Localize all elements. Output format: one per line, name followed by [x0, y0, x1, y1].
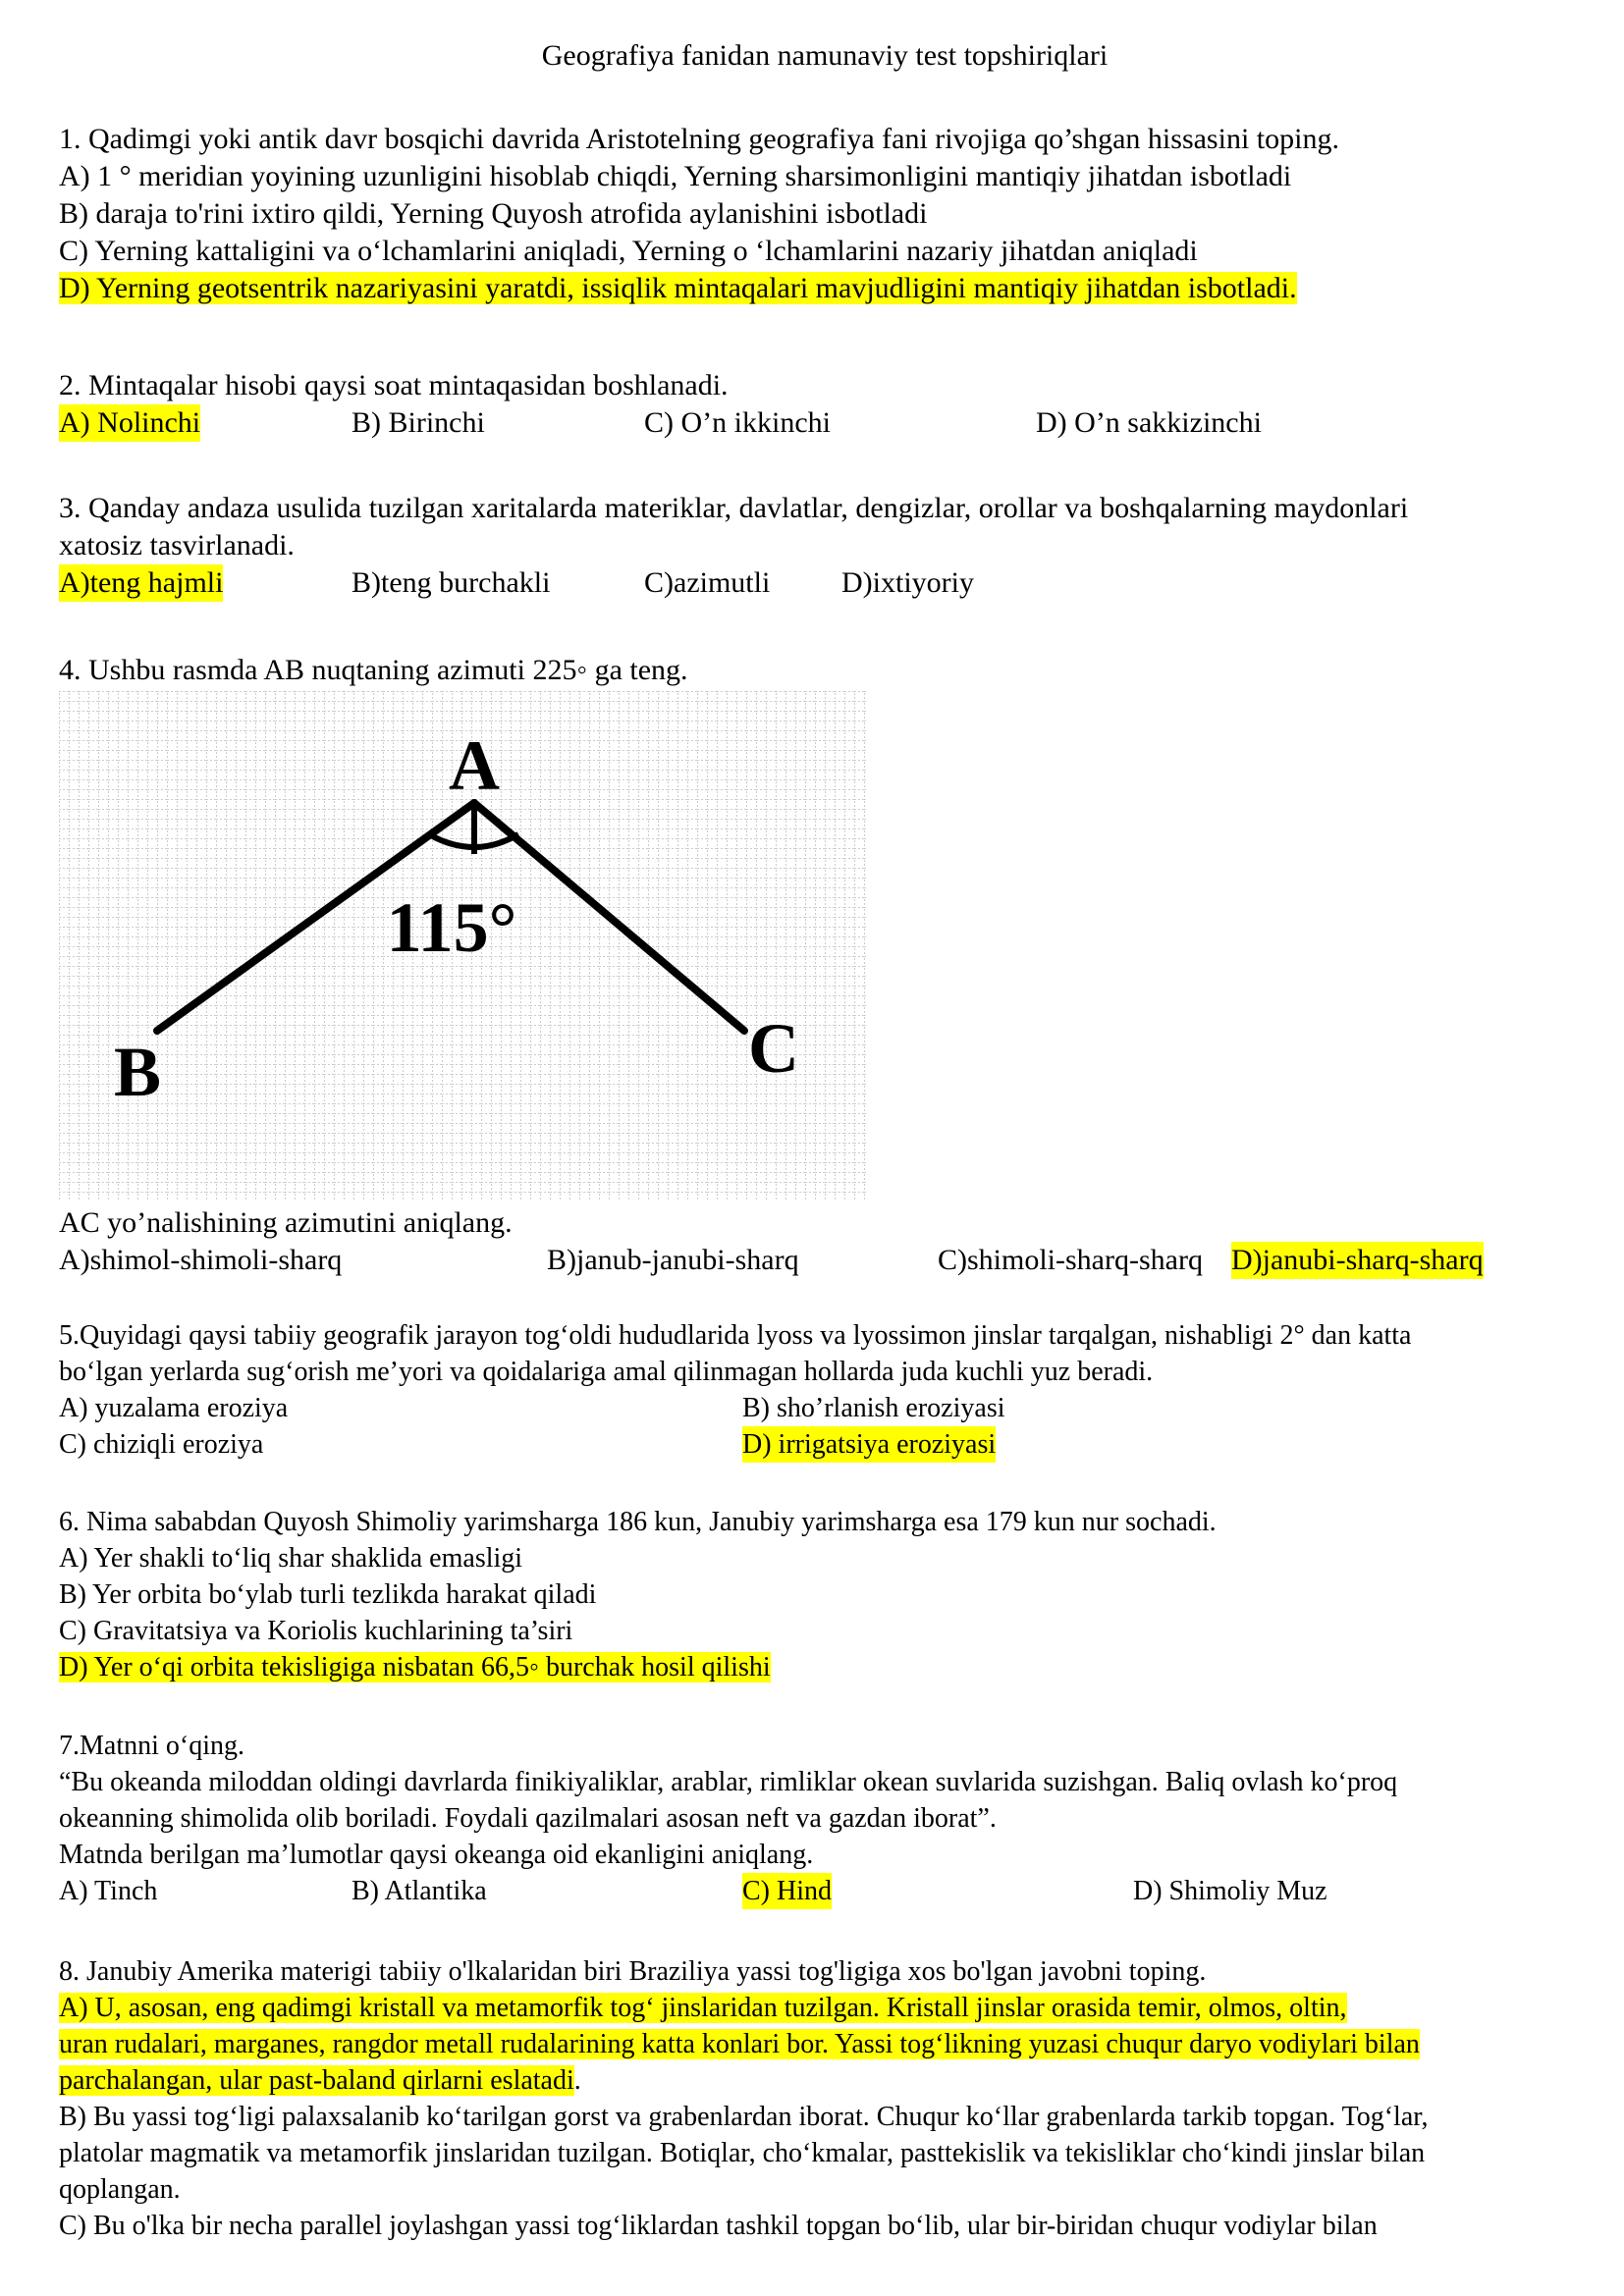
label-b: B — [113, 1033, 162, 1111]
question-4-answers — [59, 1204, 1591, 1279]
question-8 — [59, 1953, 1591, 2244]
question-6-text: 6. Nima sababdan Quyosh Shimoliy yarimsharga 186 kun, Janubiy yarimsharga esa 179 kun nur sochadi. — [59, 1507, 1217, 1537]
question-2 — [59, 367, 1591, 442]
question-7-prompt: Matnda berilgan ma’lumotlar qaysi okeanga oid ekanligini aniqlang. — [59, 1840, 814, 1870]
q1-option-c: C) Yerning kattaligini va o‘lchamlarini aniqladi, Yerning o ‘lchamlarini nazariy jihatdan aniqladi — [59, 235, 1198, 267]
question-7-quote-line1: “Bu okeanda miloddan oldingi davrlarda finikiyaliklar, arablar, rimliklar okean suvlarida suzishgan. Baliq ovlash ko‘proq — [59, 1767, 1398, 1797]
question-7 — [59, 1728, 1591, 1909]
question-2-text: 2. Mintaqalar hisobi qaysi soat mintaqasidan boshlanadi. — [59, 369, 729, 401]
q7-option-c-correct: C) Hind — [742, 1873, 832, 1909]
q8-option-b-line1: B) Bu yassi tog‘ligi palaxsalanib ko‘tarilgan gorst va grabenlardan iborat. Chuqur ko‘llar grabenlarda tarkib topgan. Tog‘lar, — [59, 2102, 1429, 2132]
q7-option-a: A) Tinch — [59, 1876, 158, 1906]
q4-option-d-correct: D)janubi-sharq-sharq — [1231, 1242, 1484, 1279]
q8-option-a-line3: parchalangan, ular past-baland qirlarni eslatadi — [59, 2065, 574, 2096]
q7-option-b: B) Atlantika — [352, 1876, 487, 1906]
question-3 — [59, 490, 1591, 602]
question-1-text: 1. Qadimgi yoki antik davr bosqichi davrida Aristotelning geografiya fani rivojiga qo’shgan hissasini toping. — [59, 123, 1339, 155]
q4-option-c: C)shimoli-sharq-sharq — [938, 1244, 1203, 1276]
question-8-text: 8. Janubiy Amerika materigi tabiiy o'lkalaridan biri Braziliya yassi tog'ligiga xos bo'lgan javobni toping. — [59, 1956, 1207, 1987]
question-7-quote-line2: okeanning shimolida olib boriladi. Foydali qazilmalari asosan neft va gazdan iborat”. — [59, 1803, 997, 1834]
q2-option-c: C) O’n ikkinchi — [644, 406, 831, 439]
q1-option-b: B) daraja to'rini ixtiro qildi, Yerning Quyosh atrofida aylanishini isbotladi — [59, 197, 928, 230]
question-3-text-line1: 3. Qanday andaza usulida tuzilgan xaritalarda materiklar, davlatlar, dengizlar, orollar va boshqalarning maydonlari — [59, 492, 1409, 524]
question-5-text-line1: 5.Quyidagi qaysi tabiiy geografik jarayon tog‘oldi hududlarida lyoss va lyossimon jinslar tarqalgan, nishabligi 2° dan katta — [59, 1320, 1412, 1351]
q4-option-a: A)shimol-shimoli-sharq — [59, 1244, 343, 1276]
label-c: C — [748, 1009, 799, 1088]
question-4-prompt: AC yo’nalishining azimutini aniqlang. — [59, 1206, 513, 1239]
q7-option-d: D) Shimoliy Muz — [1133, 1876, 1327, 1906]
question-5 — [59, 1317, 1591, 1463]
q3-option-b: B)teng burchakli — [352, 566, 551, 599]
q8-option-a-line1: A) U, asosan, eng qadimgi kristall va metamorfik tog‘ jinslaridan tuzilgan. Kristall jinslar orasida temir, olmos, oltin, — [59, 1993, 1347, 2023]
q5-option-c: C) chiziqli eroziya — [59, 1429, 264, 1460]
label-a: A — [449, 726, 500, 805]
question-1 — [59, 121, 1591, 307]
azimuth-figure — [59, 691, 866, 1200]
q1-option-a: A) 1 ° meridian yoyining uzunligini hisoblab chiqdi, Yerning sharsimonligini mantiqiy jihatdan isbotladi — [59, 160, 1292, 192]
q5-option-a: A) yuzalama eroziya — [59, 1393, 289, 1423]
q1-option-d-correct: D) Yerning geotsentrik nazariyasini yaratdi, issiqlik mintaqalari mavjudligini mantiqiy jihatdan isbotladi. — [59, 272, 1297, 304]
q8-option-a-period: . — [573, 2065, 581, 2096]
q3-option-a-correct: A)teng hajmli — [59, 564, 223, 602]
angle-label: 115° — [386, 888, 517, 967]
q2-option-a-correct: A) Nolinchi — [59, 404, 200, 442]
question-4-text: 4. Ushbu rasmda AB nuqtaning azimuti 225◦ ga teng. — [59, 654, 688, 686]
q6-option-a: A) Yer shakli to‘liq shar shaklida emasligi — [59, 1543, 523, 1574]
question-3-text-line2: xatosiz tasvirlanadi. — [59, 529, 295, 561]
q4-option-b: B)janub-janubi-sharq — [547, 1244, 799, 1276]
question-6 — [59, 1504, 1591, 1685]
q8-option-b-line3: qoplangan. — [59, 2174, 181, 2205]
q8-option-c-line1: C) Bu o'lka bir necha parallel joylashgan yassi tog‘liklardan tashkil topgan bo‘lib, ular bir-biridan chuqur vodiylar bilan — [59, 2211, 1378, 2241]
q6-option-b: B) Yer orbita bo‘ylab turli tezlikda harakat qiladi — [59, 1579, 597, 1610]
document-title: Geografiya fanidan namunaviy test topshiriqlari — [541, 39, 1109, 72]
question-5-text-line2: bo‘lgan yerlarda sug‘orish me’yori va qoidalariga amal qilinmagan hollarda juda kuchli yuz beradi. — [59, 1357, 1154, 1387]
question-7-text: 7.Matnni o‘qing. — [59, 1731, 244, 1761]
q6-option-d-correct: D) Yer o‘qi orbita tekisligiga nisbatan 66,5◦ burchak hosil qilishi — [59, 1652, 771, 1682]
q3-option-d: D)ixtiyoriy — [841, 566, 974, 599]
q2-option-b: B) Birinchi — [352, 406, 485, 439]
q5-option-d-correct: D) irrigatsiya eroziyasi — [742, 1426, 996, 1463]
q8-option-a-line2: uran rudalari, marganes, rangdor metall rudalarining katta konlari bor. Yassi tog‘likning yuzasi chuqur daryo vodiylari bilan — [59, 2029, 1420, 2059]
q6-option-c: C) Gravitatsiya va Koriolis kuchlarining ta’siri — [59, 1616, 573, 1646]
q5-option-b: B) sho’rlanish eroziyasi — [742, 1393, 1005, 1423]
q3-option-c: C)azimutli — [644, 566, 771, 599]
q8-option-b-line2: platolar magmatik va metamorfik jinslaridan tuzilgan. Botiqlar, cho‘kmalar, pasttekislik va tekisliklar cho‘kindi jinslar bilan — [59, 2138, 1426, 2168]
q2-option-d: D) O’n sakkizinchi — [1036, 406, 1262, 439]
